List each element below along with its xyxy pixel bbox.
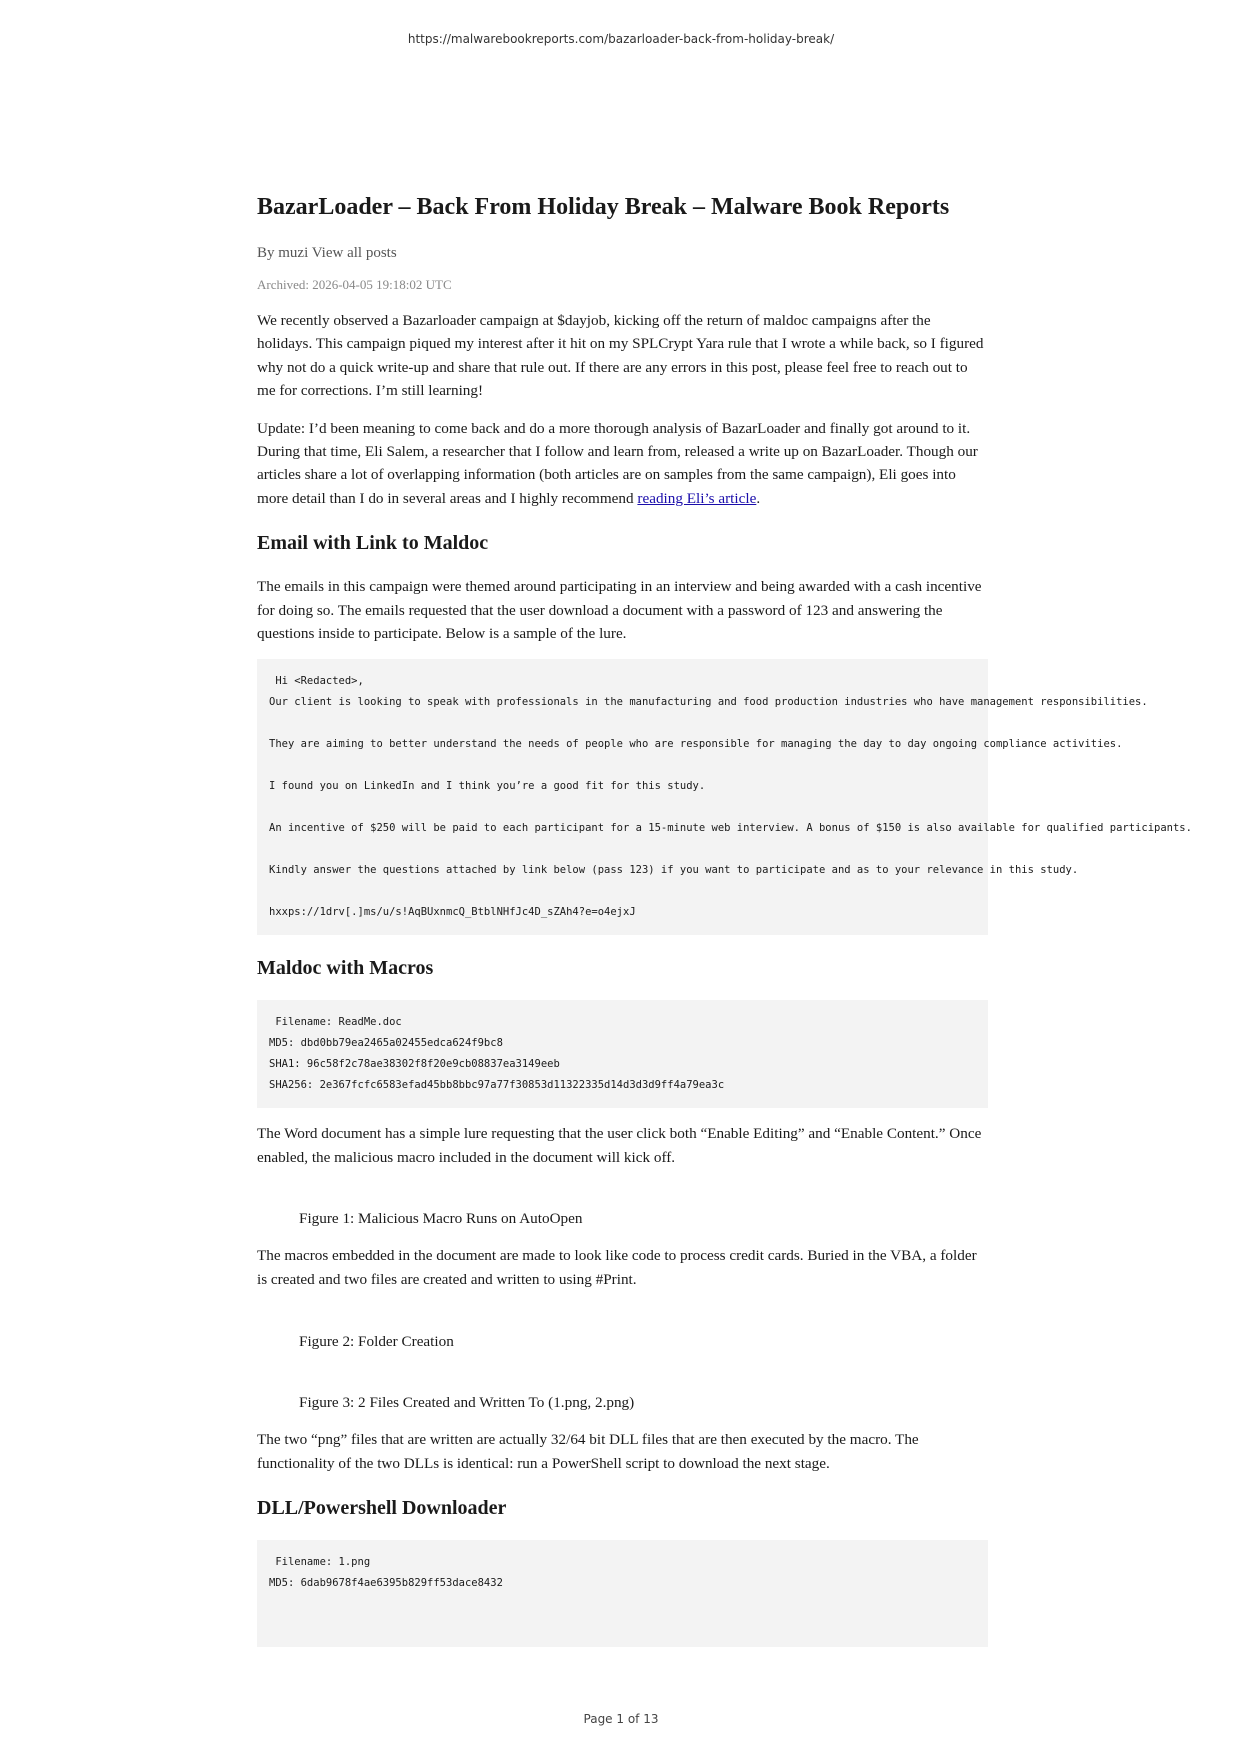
update-text: Update: I’d been meaning to come back and do a more thorough analysis of BazarLoader and finally got around to it. During that time, Eli Salem, a researcher that I follow and learn from, released a write up on BazarLoader. Though our articles share a lot of overlapping information (both articles are on samples from the same campaign), Eli goes into more detail than I do in several areas and I highly recommend bbox=[257, 419, 978, 507]
article bbox=[257, 190, 1192, 1661]
code-line: They are aiming to better understand the needs of people who are responsible for managing the day to day ongoing compliance activities. bbox=[269, 738, 1123, 751]
update-paragraph bbox=[257, 417, 988, 511]
code-line: SHA1: 96c58f2c78ae38302f8f20e9cb08837ea3149eeb bbox=[269, 1058, 560, 1071]
code-line: SHA256: 2e367fcfc6583efad45bb8bbc97a77f30853d11322335d14d3d3d9ff4a79ea3c bbox=[269, 1079, 725, 1092]
article-title: BazarLoader – Back From Holiday Break – Malware Book Reports bbox=[257, 194, 950, 220]
update-text-end: . bbox=[756, 489, 761, 507]
figure-caption-3: Figure 3: 2 Files Created and Written To (1.png, 2.png) bbox=[299, 1394, 635, 1412]
code-line: An incentive of $250 will be paid to each participant for a 15-minute web interview. A bonus of $150 is also available for qualified participants. bbox=[269, 822, 1192, 835]
code-line: I found you on LinkedIn and I think you’re a good fit for this study. bbox=[269, 780, 706, 793]
byline bbox=[257, 243, 988, 263]
code-line: MD5: dbd0bb79ea2465a02455edca624f9bc8 bbox=[269, 1037, 503, 1050]
word-document-paragraph: The Word document has a simple lure requesting that the user click both “Enable Editing” and “Enable Content.” Once enabled, the malicious macro included in the document will kick off. bbox=[257, 1125, 982, 1166]
author-link[interactable]: muzi bbox=[278, 245, 309, 261]
byline-prefix: By bbox=[257, 245, 279, 261]
dll-hash-code-block bbox=[257, 1540, 988, 1647]
code-line: Filename: ReadMe.doc bbox=[269, 1016, 402, 1029]
code-line: Our client is looking to speak with professionals in the manufacturing and food production industries who have management responsibilities. bbox=[269, 696, 1148, 709]
intro-paragraph: We recently observed a Bazarloader campaign at $dayjob, kicking off the return of maldoc campaigns after the holidays. This campaign piqued my interest after it hit on my SPLCrypt Yara rule that I wrote a while back, so I figured why not do a quick write-up and share that rule out. If there are any errors in this post, please feel free to reach out to me for corrections. I’m still learning! bbox=[257, 312, 984, 400]
section-heading-email: Email with Link to Maldoc bbox=[257, 532, 489, 555]
view-all-posts-link[interactable]: View all posts bbox=[311, 245, 397, 261]
page-url: https://malwarebookreports.com/bazarloader-back-from-holiday-break/ bbox=[407, 32, 835, 46]
png-files-paragraph: The two “png” files that are written are actually 32/64 bit DLL files that are then executed by the macro. The functionality of the two DLLs is identical: run a PowerShell script to download the next stage. bbox=[257, 1431, 919, 1472]
email-campaign-paragraph: The emails in this campaign were themed around participating in an interview and being awarded with a cash incentive for doing so. The emails requested that the user download a document with a password of 123 and answering the questions inside to participate. Below is a sample of the lure. bbox=[257, 578, 982, 643]
figure-caption-2: Figure 2: Folder Creation bbox=[299, 1333, 454, 1351]
code-line: Hi <Redacted>, bbox=[269, 675, 364, 688]
maldoc-hash-code-block bbox=[257, 1000, 988, 1108]
figure-caption-1: Figure 1: Malicious Macro Runs on AutoOpen bbox=[299, 1210, 583, 1228]
code-line: hxxps://1drv[.]ms/u/s!AqBUxnmcQ_BtblNHfJc4D_sZAh4?e=o4ejxJ bbox=[269, 906, 636, 919]
section-heading-dll: DLL/Powershell Downloader bbox=[257, 1496, 507, 1519]
macro-paragraph: The macros embedded in the document are made to look like code to process credit cards. Buried in the VBA, a folder is created and two files are created and written to using #Print. bbox=[257, 1247, 977, 1288]
code-line: Kindly answer the questions attached by link below (pass 123) if you want to participate and as to your relevance in this study. bbox=[269, 864, 1079, 877]
email-lure-code-block bbox=[257, 659, 1192, 935]
archived-timestamp: Archived: 2026-04-05 19:18:02 UTC bbox=[257, 277, 452, 292]
section-heading-maldoc: Maldoc with Macros bbox=[257, 957, 434, 980]
code-line: MD5: 6dab9678f4ae6395b829ff53dace8432 bbox=[269, 1576, 503, 1589]
page-number: Page 1 of 13 bbox=[583, 1712, 659, 1726]
code-line: Filename: 1.png bbox=[269, 1555, 371, 1568]
elis-article-link[interactable]: reading Eli’s article bbox=[637, 489, 757, 507]
